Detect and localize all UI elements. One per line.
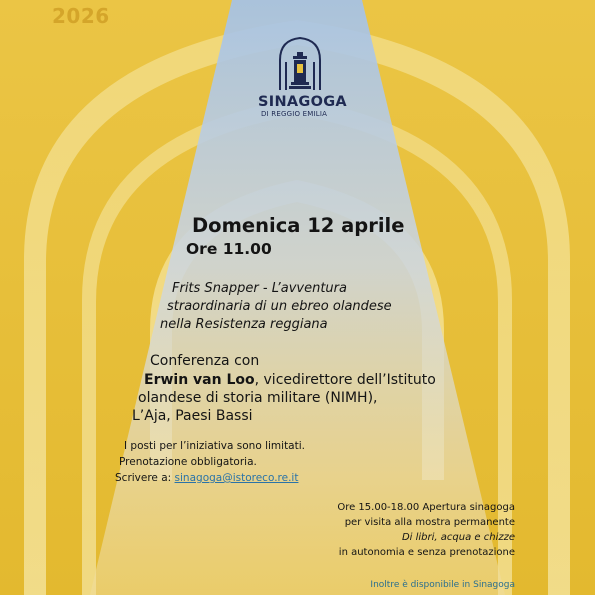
event-date: Domenica 12 aprile [192,214,405,237]
talk-location: L’Aja, Paesi Bassi [132,408,253,424]
event-title-line-1: Frits Snapper - L’avventura [172,281,347,296]
talk-speaker-line [144,372,436,388]
booking-contact [115,472,298,484]
speaker-name: Erwin van Loo [144,372,255,388]
speaker-role: , vicedirettore dell’Istituto [254,372,436,388]
afternoon-hours: Ore 15.00-18.00 Apertura sinagoga [337,502,515,513]
event-title-line-2: straordinaria di un ebreo olandese [167,299,392,314]
booking-limited: I posti per l’iniziativa sono limitati. [124,440,305,452]
talk-affiliation: olandese di storia militare (NIMH), [138,390,378,406]
afternoon-visit: per visita alla mostra permanente [344,517,515,528]
event-title-line-3: nella Resistenza reggiana [160,317,328,332]
year-label: 2026 [52,4,110,28]
brand-subtitle: DI REGGIO EMILIA [261,110,328,118]
synagogue-arch-icon [274,36,326,92]
afternoon-extra: Inoltre è disponibile in Sinagoga [370,580,515,590]
brand-name: SINAGOGA [258,94,347,110]
email-link[interactable]: sinagoga@istoreco.re.it [174,472,299,484]
booking-required: Prenotazione obbligatoria. [119,456,257,468]
write-label: Scrivere a: [115,472,175,484]
afternoon-note: in autonomia e senza prenotazione [338,547,515,558]
talk-intro: Conferenza con [150,353,260,369]
event-time: Ore 11.00 [186,240,272,258]
afternoon-show: Di libri, acqua e chizze [401,532,515,543]
